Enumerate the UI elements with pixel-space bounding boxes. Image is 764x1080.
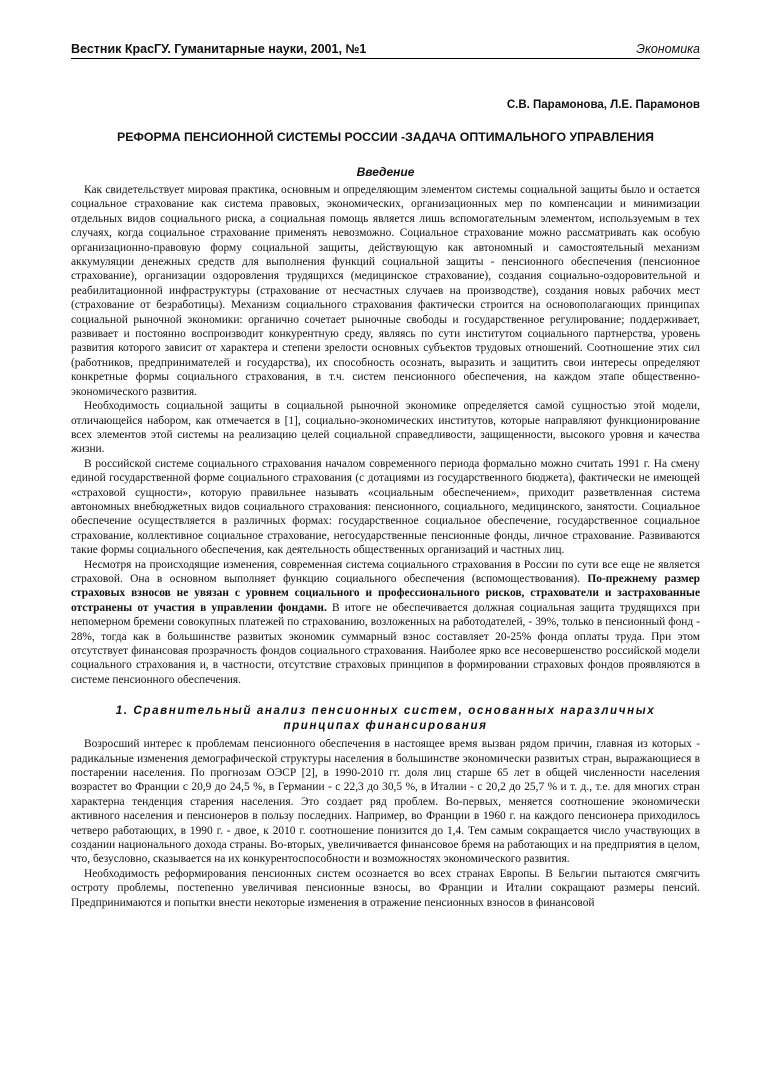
- paragraph-text: В итоге не обеспечивается должная социальная защита трудящихся при непомерном бремени совокупных платежей по страхованию, возложенных на работодателей, - 39%, только в пенсионный фонд - 28%, тогда как в большинстве развитых экономик суммарный взнос составляет 20-25% фонда оплаты труда. При этом отсутствует финансовая прозрачность фондов социального страхования. Наиболее ярко все несовершенство российской модели социального страхования и, в частности, отсутствие страховых принципов в формировании страховых фондов проявляются в системе пенсионного обеспечения.: [71, 601, 700, 686]
- emphasized-text: По-прежнему размер страховых взносов не увязан с уровнем социального и профессионального рисков, страхователи и застрахованные отстранены от участия в управлении фондами.: [71, 572, 701, 614]
- paragraph: Возросший интерес к проблемам пенсионного обеспечения в настоящее время вызван рядом причин, главная из которых - радикальные изменения демографической структуры населения в большинстве экономически развитых стран, выражающиеся в постарении населения. По прогнозам ОЭСР [2], в 1990-2010 гг. доля лиц старше 65 лет в общей численности населения возрастет во Франции с 20,9 до 24,5 %, в Германии - с 22,3 до 30,5 %, в Италии - с 20,2 до 25,7 % и т. д., т.е. для многих стран характерна тенденция старения населения. Это создает ряд проблем. Во-первых, меняется соотношение экономически активного населения и пенсионеров в пользу последних. Например, во Франции в 1960 г. на каждого пенсионера приходилось четверо работающих, в 1990 г. - двое, к 2010 г. соотношение понизится до 1,4. Тем самым сокращается число участвующих в создании национального дохода страны. Во-вторых, увеличивается финансовое бремя на работающих и на предприятия в целом, что, безусловно, сказывается на их конкурентоспособности и возможностях экономического развития.: [71, 738, 700, 866]
- journal-page: [71, 42, 700, 910]
- paragraph: Необходимость социальной защиты в социальной рыночной экономике определяется самой сущностью этой модели, отличающейся набором, как отмечается в [1], социально-экономических институтов, которые направляют функционирование всех элементов этой системы на реализацию целей социальной справедливости, защищенности, высокого уровня и качества жизни.: [71, 400, 700, 456]
- paragraph-text: Несмотря на происходящие изменения, современная система социального страхования в России по сути все еще не является страховой. Она в основном выполняет функцию социального обеспечения (вспомоществования).: [71, 558, 700, 585]
- paragraph: Как свидетельствует мировая практика, основным и определяющим элементом системы социальной защиты было и остается социальное страхование как система правовых, экономических, организационных мер по компенсации и минимизации отдельных видов социального риска, а социальная помощь является лишь вспомогательным элементом, используемым в тех случаях, когда социальное страхование применять невозможно. Социальное страхование можно рассматривать как особую организационно-правовую форму социальной защиты, действующую как автономный и самостоятельный механизм аккумуляции денежных средств для выполнения функций социальной защиты - пенсионного обеспечения (пенсионное страхование), организации оздоровления трудящихся (медицинское страхование), создания социально-оздоровительной и реабилитационной инфраструктуры (страхование от несчастных случаев на производстве), создания новых рабочих мест (страхование от безработицы). Механизм социального страхования фактически строится на основополагающих принципах социальной рыночной экономики: органично сочетает рыночные свободы и государственное регулирование; поддерживает, развивает и постоянно воспроизводит конкурентную среду, являясь по сути институтом социального партнерства, уровень развития которого зависит от характера и степени зрелости основных субъектов трудовых отношений. Соотношение этих сил (работников, предпринимателей и государства), их способность осознать, выразить и защитить свои интересы определяют конкретные формы социального страхования, в т.ч. систем пенсионного обеспечения, на каждом этапе общественно-экономического развития.: [71, 184, 700, 398]
- intro-heading: Введение: [356, 165, 415, 179]
- journal-name: Вестник КрасГУ. Гуманитарные науки, 2001, №1: [71, 42, 367, 56]
- intro-body: [71, 183, 700, 687]
- paragraph: [71, 558, 700, 688]
- running-header: [71, 42, 700, 59]
- section-1-heading: 1. Сравнительный анализ пенсионных систем, основанных наразличных принципах финансирования: [115, 704, 656, 733]
- authors: С.В. Парамонова, Л.Е. Парамонов: [506, 99, 700, 111]
- section-1-body: [71, 737, 700, 910]
- section-name: Экономика: [636, 42, 700, 56]
- paragraph: В российской системе социального страхования началом современного периода формально можно считать 1991 г. На смену единой государственной форме социального страхования (с дотациями из государственного бюджета), фактически не имеющей «страховой сущности», которую правильнее называть «социальным обеспечением», приходит разветвленная система автономных внебюджетных видов социального страхования: пенсионного, социального, медицинского, занятости. Социальное обеспечение осуществляется в различных формах: государственное социальное обеспечение, государственное социальное страхование, коллективное социальное страхование, негосударственные пенсионные фонды, личное страхование. Развиваются такие формы социального обеспечения, как деятельность общественных организаций и частных лиц.: [71, 457, 700, 557]
- article-title: РЕФОРМА ПЕНСИОННОЙ СИСТЕМЫ РОССИИ -ЗАДАЧА ОПТИМАЛЬНОГО УПРАВЛЕНИЯ: [117, 130, 654, 144]
- paragraph: Необходимость реформирования пенсионных систем осознается во всех странах Европы. В Бельгии пытаются смягчить остроту проблемы, постепенно увеличивая пенсионные взносы, во Франции и Италии сокращают размеры пенсий. Предпринимаются и попытки внести некоторые изменения в отражение пенсионных взносов в финансовой: [71, 867, 700, 909]
